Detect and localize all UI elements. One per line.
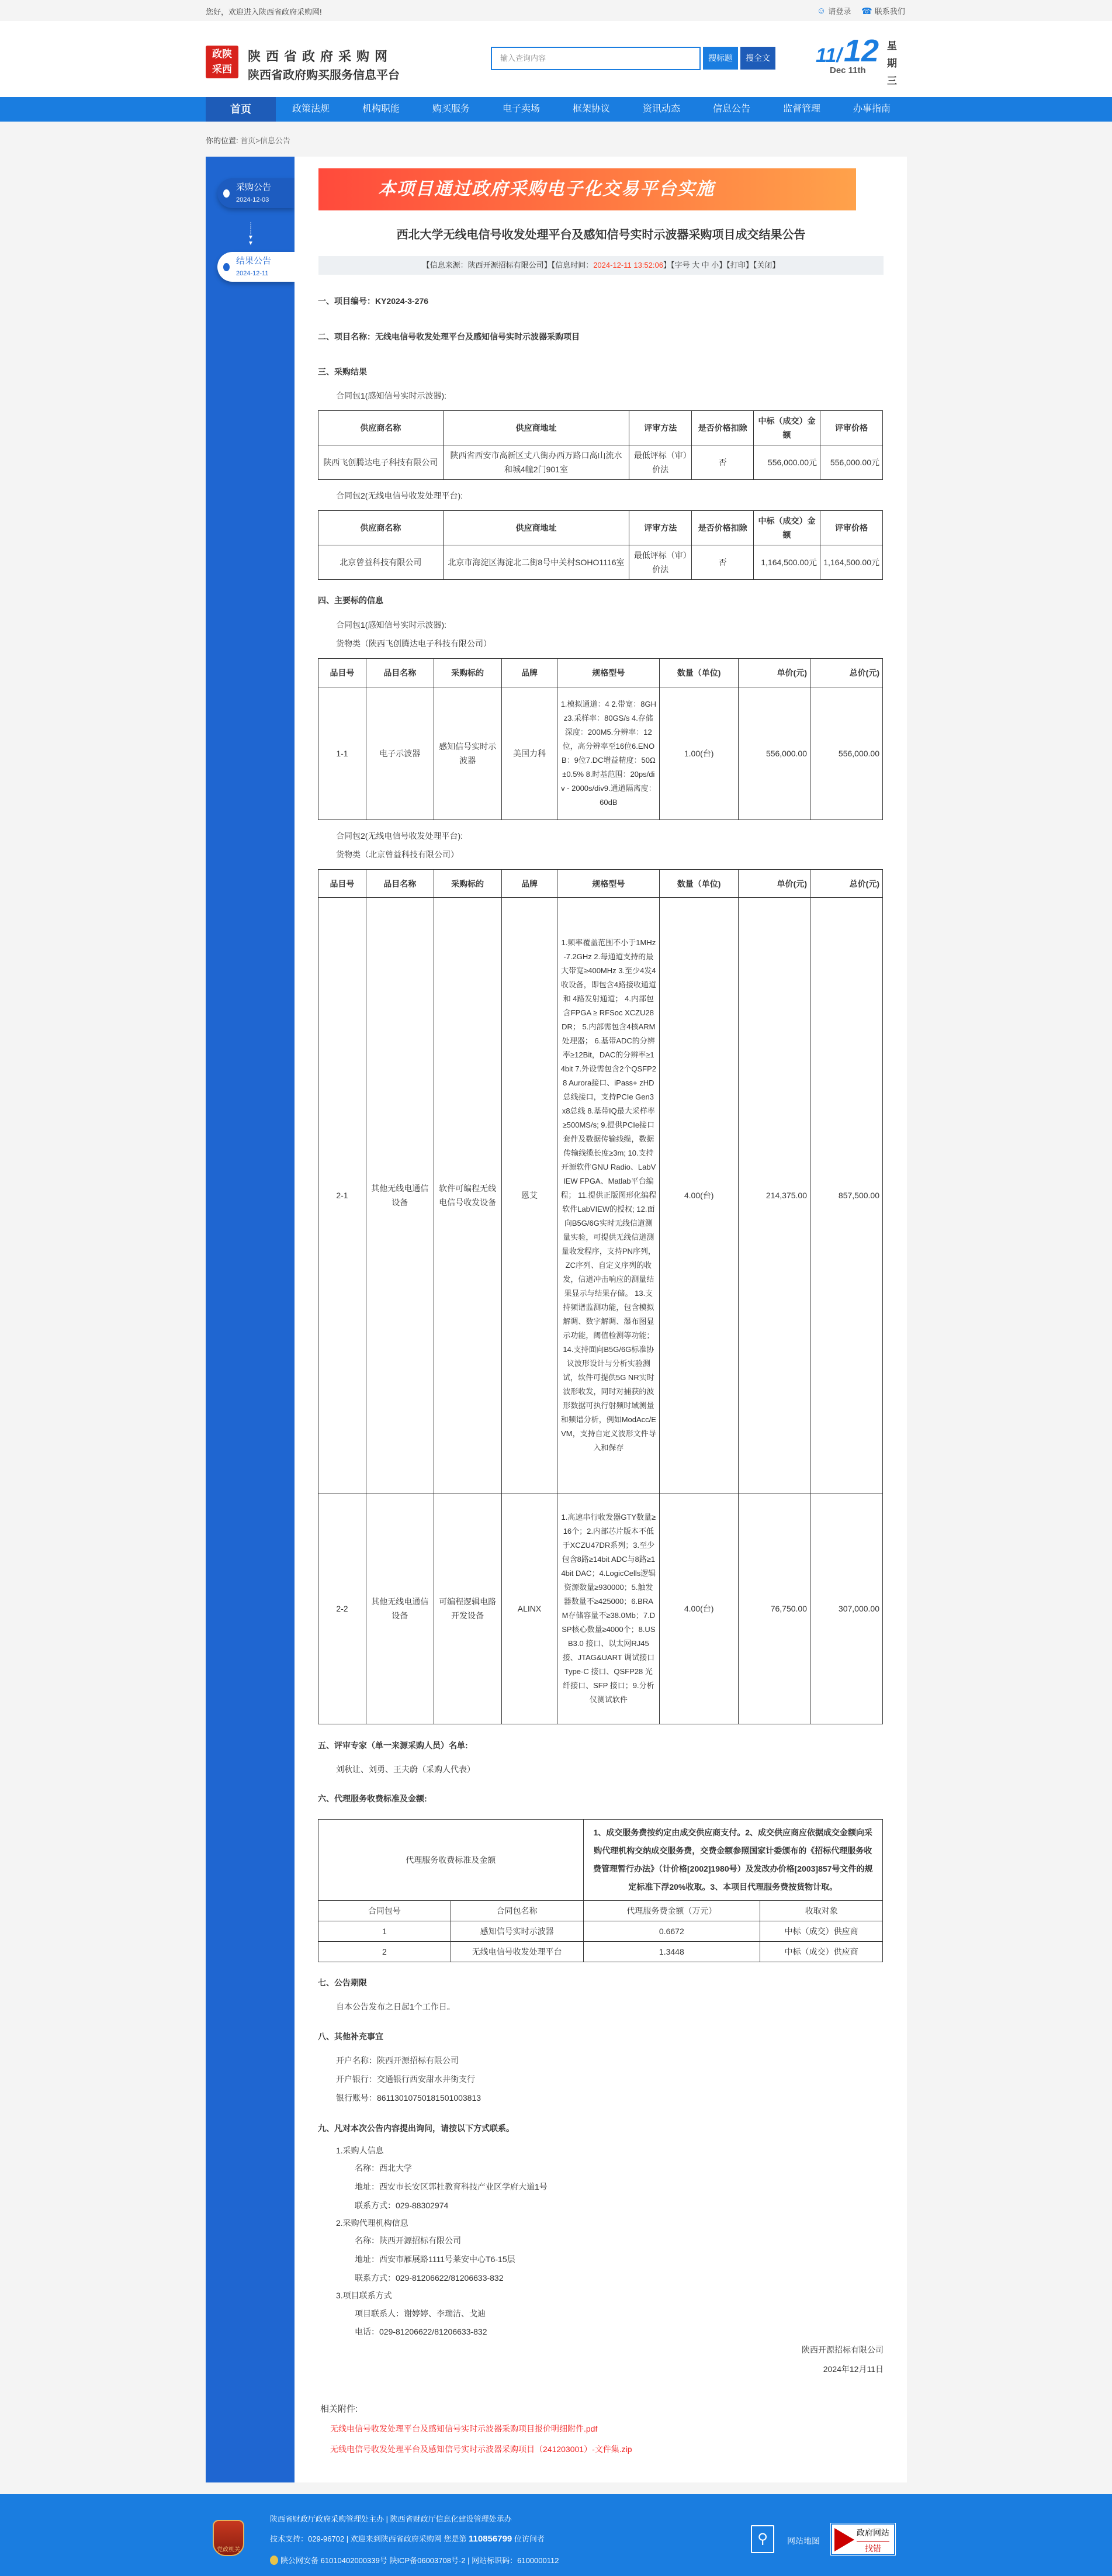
- table-cell: 最低评标（审）价法: [629, 445, 692, 480]
- table-cell: 556,000.00元: [820, 445, 882, 480]
- table-row: [318, 687, 883, 820]
- column-header: 品目名称: [366, 659, 434, 687]
- project-phone: 电话：029-81206622/81206633-832: [355, 2327, 487, 2336]
- table-cell: 北京曾益科技有限公司: [318, 545, 444, 580]
- table-header-row: [318, 870, 883, 898]
- police-badge-icon: [270, 2556, 278, 2565]
- section-heading: 四、主要标的信息: [318, 596, 383, 605]
- column-header: 总价(元): [810, 870, 883, 898]
- table-cell: 307,000.00: [810, 1493, 883, 1724]
- table-header-row: [318, 511, 883, 545]
- nav-item[interactable]: 框架协议: [572, 104, 610, 114]
- table-cell: 最低评标（审）价法: [629, 545, 692, 580]
- table-cell: 感知信号实时示波器: [451, 1921, 583, 1942]
- breadcrumb: [206, 134, 290, 146]
- nav-item[interactable]: 电子卖场: [502, 104, 540, 114]
- sidebar-item-label: 采购公告: [236, 182, 272, 192]
- table-cell: 1.00(台): [660, 687, 739, 820]
- nav-item[interactable]: 资讯动态: [642, 104, 680, 114]
- article-info-bar: [318, 256, 884, 275]
- column-header: 品目号: [318, 870, 366, 898]
- contact-heading: 3.项目联系方式: [336, 2291, 392, 2300]
- search-fulltext-button[interactable]: 搜全文: [740, 47, 775, 70]
- column-header: 评审价格: [820, 411, 882, 445]
- footer-sponsor: 陕西省财政厅政府采购管理处主办 | 陕西省财政厅信息化建设管理处承办: [270, 2515, 512, 2523]
- section-heading: 七、公告期限: [318, 1978, 367, 1987]
- sidebar-item-result-notice[interactable]: [217, 252, 295, 282]
- table-cell: 1.频率覆盖范围不小于1MHz-7.2GHz 2.每通道支持的最大带宽≥400MHz 3.至少4发4收设备，即包含4路接收通道和 4路发射通道； 4.内部包含FPGA ≥ RFSoc XCZU28DR； 5.内部需包含4核ARM处理器； 6.基带ADC的分辨率≥12Bit，DAC的分辨率≥14bit 7.外设需包含2个QSFP28 Aurora接口、iPass+ zHD总线接口，支持PCIe Gen3 x8总线 8.基带IQ最大采样率≥500MS/s; 9.提供PCIe接口套件及数据传输线缆，数据传输线缆长度≥3m; 10.支持开源软件GNU Radio、LabVIEW FPGA、Matlab平台编程； 11.提供正版图形化编程软件LabVIEW的授权; 12.面向B5G/6G实时无线信道测量实验，可提供无线信道测量收发程序，支持PN序列，ZC序列、自定义序列的收发，信道冲击响应的测量结果显示与结果存储。 13.支持频谱监测功能，包含模拟解调、数字解调、瀑布图显示功能，阈值检测等功能； 14.支持面向B5G/6G标准协议波形设计与分析实验测试，软件可提供5G NR实时波形收发，同时对捕获的波形数据可执行射频时域测量和频谱分析，例如ModAcc/EVM，支持自定义波形文件导入和保存: [557, 898, 660, 1493]
- contact-link[interactable]: [861, 5, 905, 16]
- table-cell: 陕西省西安市高新区丈八街办西万路口高山流水和城4幢2门901室: [443, 445, 629, 480]
- font-size-control[interactable]: 】【字号 大 中 小】: [663, 261, 727, 269]
- table-cell: 4.00(台): [660, 1493, 739, 1724]
- table-cell: 214,375.00: [739, 898, 810, 1493]
- badge-label: 党政机关: [217, 2547, 240, 2553]
- table-cell: 否: [692, 545, 754, 580]
- table-cell: 1.高速串行收发器GTY数量≥16个；2.内部芯片版本不低于XCZU47DR系列；3.至少包含8路≥14bit ADC与8路≥14bit DAC；4.LogicCells逻辑资源数量≥930000；5.触发器数量不≥425000；6.BRAM存储容量不≥38.0Mb；7.DSP核心数量≥4000个；8.USB3.0 接口、以太网RJ45接、JTAG&UART 调试接口Type-C 接口、QSFP28 光纤接口、SFP 接口；9.分析仪测试软件: [557, 1493, 660, 1724]
- column-header: 中标（成交）金额: [754, 511, 820, 545]
- section-heading: 六、代理服务收费标准及金额:: [318, 1794, 427, 1803]
- package-label: 合同包1(感知信号实时示波器):: [336, 620, 446, 630]
- account-number: 银行账号：861130107501815010038​13: [336, 2093, 481, 2103]
- table-cell: 否: [692, 445, 754, 480]
- column-header: 代理服务费金额（万元）: [583, 1901, 760, 1921]
- timeline-dot: [223, 263, 230, 271]
- top-bar: [0, 0, 1112, 21]
- time-label: 】【信息时间：: [543, 261, 594, 269]
- table-cell: 556,000.00元: [754, 445, 820, 480]
- breadcrumb-separator: >: [255, 136, 260, 145]
- expert-list: 刘秋让、刘勇、王夫蔚（采购人代表）: [336, 1765, 475, 1774]
- date-month: 11/: [816, 44, 842, 67]
- sidebar-item-label: 结果公告: [236, 256, 272, 266]
- breadcrumb-home[interactable]: 首页: [240, 136, 256, 145]
- table-cell: 2-2: [318, 1493, 366, 1724]
- site-subtitle: 陕西省政府购买服务信息平台: [248, 69, 400, 82]
- column-header: 采购标的: [434, 659, 501, 687]
- nav-item[interactable]: 信息公告: [712, 104, 750, 114]
- attachment-link[interactable]: 无线电信号收发处理平台及感知信号实时示波器采购项目（241203001）-文件集.zip: [330, 2444, 632, 2454]
- timeline-dot: [223, 189, 230, 198]
- result-table-2: [318, 510, 883, 580]
- contact-heading: 2.采购代理机构信息: [336, 2218, 408, 2228]
- sidebar-item-date: 2024-12-03: [236, 196, 269, 203]
- agency-name: 名称：陕西开源招标有限公司: [355, 2236, 461, 2245]
- table-cell: 1,164,500.00元: [820, 545, 882, 580]
- table-cell: 感知信号实时示波器: [434, 687, 501, 820]
- column-header: 是否价格扣除: [692, 411, 754, 445]
- zfwz-label: 政府网站: [857, 2528, 889, 2537]
- table-cell: 中标（成交）供应商: [760, 1942, 883, 1962]
- table-cell: 恩艾: [501, 898, 557, 1493]
- table-cell: 1.3448: [583, 1942, 760, 1962]
- table-cell: 电子示波器: [366, 687, 434, 820]
- registration-text[interactable]: 陕公网安备 61010402000339号 陕ICP备06003708号-2 | 网站标识码：6100000112: [280, 2556, 559, 2565]
- source-value: 陕西开源招标有限公司: [467, 261, 544, 269]
- column-header: 单价(元): [739, 659, 810, 687]
- footer-registration: [270, 2554, 559, 2565]
- account-bank: 开户银行：交通银行西安甜水井街支行: [336, 2074, 475, 2084]
- table-cell: ALINX: [501, 1493, 557, 1724]
- column-header: 数量（单位): [660, 659, 739, 687]
- account-name: 开户名称：陕西开源招标有限公司: [336, 2056, 459, 2065]
- column-header: 供应商地址: [443, 511, 629, 545]
- agency-phone: 联系方式：029-81206622/81206633-832: [355, 2273, 504, 2283]
- column-header: 收取对象: [760, 1901, 883, 1921]
- sitemap-icon[interactable]: ⚲: [751, 2525, 774, 2553]
- fee-text-cell: 1、成交服务费按约定由成交供应商支付。2、成交供应商应依据成交金额向采购代理机构交纳成交服务费，交费金额参照国家计委颁布的《招标代理服务收费管理暂行办法》（计价格[2002]1980号）及发改办价格[2003]857号文件的规定标准下浮20%收取。3、本项目代理服务费按货物计取。: [583, 1820, 883, 1901]
- publish-time: 2024-12-11 13:52:06: [593, 261, 663, 269]
- article-title: 西北大学无线电信号收发处理平台及感知信号实时示波器采购项目成交结果公告: [396, 229, 806, 241]
- purchaser-name: 名称：西北大学: [355, 2163, 412, 2173]
- section-heading: 三、采购结果: [318, 367, 367, 376]
- item-table-2: [318, 869, 883, 1724]
- login-link[interactable]: [817, 5, 851, 16]
- table-row: [318, 1921, 883, 1942]
- breadcrumb-label: 你的位置:: [206, 136, 238, 145]
- attachment-link[interactable]: 无线电信号收发处理平台及感知信号实时示波器采购项目报价明细附件.pdf: [330, 2424, 598, 2433]
- nav-item[interactable]: 首页: [206, 97, 276, 122]
- column-header: 规格型号: [557, 870, 660, 898]
- agency-address: 地址：西安市雁展路1111号莱安中心T6-15层: [355, 2255, 515, 2264]
- gov-site-error-report-button[interactable]: [831, 2523, 895, 2555]
- zfwz-sublabel: 找错: [857, 2541, 889, 2554]
- table-cell: 556,000.00: [810, 687, 883, 820]
- site-title: 陕西省政府采购网: [248, 49, 393, 64]
- table-cell: 1,164,500.00元: [754, 545, 820, 580]
- magnifier-icon: [834, 2528, 854, 2551]
- column-header: 采购标的: [434, 870, 501, 898]
- close-button[interactable]: 【关闭】: [753, 261, 780, 269]
- table-cell: 陕西飞创腾达电子科技有限公司: [318, 445, 444, 480]
- print-button[interactable]: 【打印】: [726, 261, 753, 269]
- table-cell: 76,750.00: [739, 1493, 810, 1724]
- column-header: 中标（成交）金额: [754, 411, 820, 445]
- column-header: 单价(元): [739, 870, 810, 898]
- table-cell: 1: [318, 1921, 451, 1942]
- table-row: [318, 445, 883, 480]
- welcome-text: 您好，欢迎进入陕西省政府采购网!: [206, 8, 322, 16]
- table-header-row: [318, 411, 883, 445]
- column-header: 评审方法: [629, 411, 692, 445]
- nav-item[interactable]: 办事指南: [853, 104, 891, 114]
- nav-item[interactable]: 监督管理: [782, 104, 820, 114]
- table-cell: 中标（成交）供应商: [760, 1921, 883, 1942]
- site-logo[interactable]: 政陕 采西: [206, 46, 238, 78]
- table-cell: 1.模拟通道：4 2.带宽：8GHz3.采样率：80GS/s 4.存储深度：200M5.分辨率：12位，高分辨率至16位6.ENOB：9位7.DC增益精度：50Ω ±0.5% 8.时基范围：20ps/div - 2000s/div9.通道隔离度：60dB: [557, 687, 660, 820]
- sidebar-item-procurement-notice[interactable]: [217, 178, 295, 208]
- column-header: 品牌: [501, 870, 557, 898]
- date-day: 12: [844, 33, 879, 68]
- table-cell: 其他无线电通信设备: [366, 1493, 434, 1724]
- table-cell: 其他无线电通信设备: [366, 898, 434, 1493]
- source-label: 【信息来源：: [422, 261, 468, 269]
- column-header: 规格型号: [557, 659, 660, 687]
- table-cell: 软件可编程无线电信号收发设备: [434, 898, 501, 1493]
- table-row: [318, 545, 883, 580]
- visitor-suffix: 位访问者: [512, 2534, 545, 2543]
- sidebar: [206, 157, 295, 2482]
- table-cell: 4.00(台): [660, 898, 739, 1493]
- phone-icon: ☎: [861, 6, 872, 16]
- column-header: 供应商名称: [318, 411, 444, 445]
- table-cell: 可编程逻辑电路开发设备: [434, 1493, 501, 1724]
- weekday: 星期三: [887, 40, 897, 87]
- timeline-arrow-icon: ┊ ┊ ▼ ▼: [248, 223, 254, 247]
- column-header: 供应商地址: [443, 411, 629, 445]
- column-header: 合同包名称: [451, 1901, 583, 1921]
- section-heading: 九、凡对本次公告内容提出询问，请按以下方式联系。: [318, 2124, 514, 2133]
- notice-period: 自本公告发布之日起1个工作日。: [336, 2002, 455, 2011]
- table-row: [318, 898, 883, 1493]
- result-table-1: [318, 410, 883, 480]
- breadcrumb-current[interactable]: 信息公告: [259, 136, 290, 145]
- table-cell: 北京市海淀区海淀北二街8号中关村SOHO1116室: [443, 545, 629, 580]
- purchaser-phone: 联系方式：029-88302974: [355, 2201, 449, 2210]
- table-row: [318, 1942, 883, 1962]
- section-project-name: 二、项目名称：无线电信号收发处理平台及感知信号实时示波器采购项目: [318, 332, 580, 341]
- column-header: 供应商名称: [318, 511, 444, 545]
- goods-label: 货物类（陕西飞创腾达电子科技有限公司）: [336, 639, 491, 648]
- project-contacts: 项目联系人：谢婷婷、李瑞洁、戈迪: [355, 2309, 486, 2318]
- login-label: 请登录: [828, 7, 851, 16]
- nav-item[interactable]: 购买服务: [432, 104, 470, 114]
- column-header: 合同包号: [318, 1901, 451, 1921]
- column-header: 总价(元): [810, 659, 883, 687]
- contact-label: 联系我们: [874, 7, 905, 16]
- table-cell: 556,000.00: [739, 687, 810, 820]
- column-header: 品目名称: [366, 870, 434, 898]
- fee-label-cell: 代理服务收费标准及金额: [318, 1820, 584, 1901]
- table-cell: 1-1: [318, 687, 366, 820]
- signature-date: 2024年12月11日: [823, 2364, 884, 2374]
- visitor-count: 110856799: [469, 2534, 512, 2544]
- contact-heading: 1.采购人信息: [336, 2146, 384, 2155]
- column-header: 评审方法: [629, 511, 692, 545]
- column-header: 品牌: [501, 659, 557, 687]
- search-input[interactable]: 输入查询内容: [491, 47, 701, 70]
- nav-item[interactable]: 政策法规: [292, 104, 330, 114]
- section-heading: 五、评审专家（单一来源采购人员）名单:: [318, 1741, 468, 1750]
- search-title-button[interactable]: 搜标题: [703, 47, 738, 70]
- signature-org: 陕西开源招标有限公司: [802, 2345, 884, 2354]
- column-header: 品目号: [318, 659, 366, 687]
- fee-table: [318, 1819, 883, 1962]
- party-govt-badge-icon[interactable]: [213, 2520, 244, 2556]
- table-cell: 2-1: [318, 898, 366, 1493]
- main-nav: [0, 97, 1112, 122]
- table-cell: 美国力科: [501, 687, 557, 820]
- user-icon: ☺: [817, 6, 826, 16]
- header: [0, 21, 1112, 97]
- package-label: 合同包2(无线电信号收发处理平台):: [336, 831, 463, 841]
- footer-support: [270, 2533, 545, 2544]
- table-row: [318, 1493, 883, 1724]
- item-table-1: [318, 658, 883, 820]
- table-cell: 无线电信号收发处理平台: [451, 1942, 583, 1962]
- column-header: 是否价格扣除: [692, 511, 754, 545]
- table-cell: 857,500.00: [810, 898, 883, 1493]
- attachments-label: 相关附件:: [320, 2404, 358, 2414]
- column-header: 数量（单位): [660, 870, 739, 898]
- section-project-number: 一、项目编号：KY2024-3-276: [318, 296, 429, 306]
- sitemap-link[interactable]: 网站地图: [787, 2536, 820, 2546]
- table-cell: 0.6672: [583, 1921, 760, 1942]
- column-header: 评审价格: [820, 511, 882, 545]
- purchaser-address: 地址：西安市长安区郭杜教育科技产业区学府大道1号: [355, 2182, 548, 2191]
- support-text: 技术支持：029-96702 | 欢迎来到陕西省政府采购网 您是第: [270, 2534, 469, 2543]
- date-english: Dec 11th: [830, 65, 866, 75]
- e-platform-banner: 本项目通过政府采购电子化交易平台实施: [318, 168, 856, 210]
- sidebar-item-date: 2024-12-11: [236, 270, 269, 277]
- table-header-row: [318, 659, 883, 687]
- table-header-row: [318, 1901, 883, 1921]
- goods-label: 货物类（北京曾益科技有限公司）: [336, 850, 459, 859]
- section-heading: 八、其他补充事宜: [318, 2032, 383, 2041]
- package-label: 合同包2(无线电信号收发处理平台):: [336, 491, 463, 500]
- table-cell: 2: [318, 1942, 451, 1962]
- package-label: 合同包1(感知信号实时示波器):: [336, 391, 446, 400]
- nav-item[interactable]: 机构职能: [362, 104, 400, 114]
